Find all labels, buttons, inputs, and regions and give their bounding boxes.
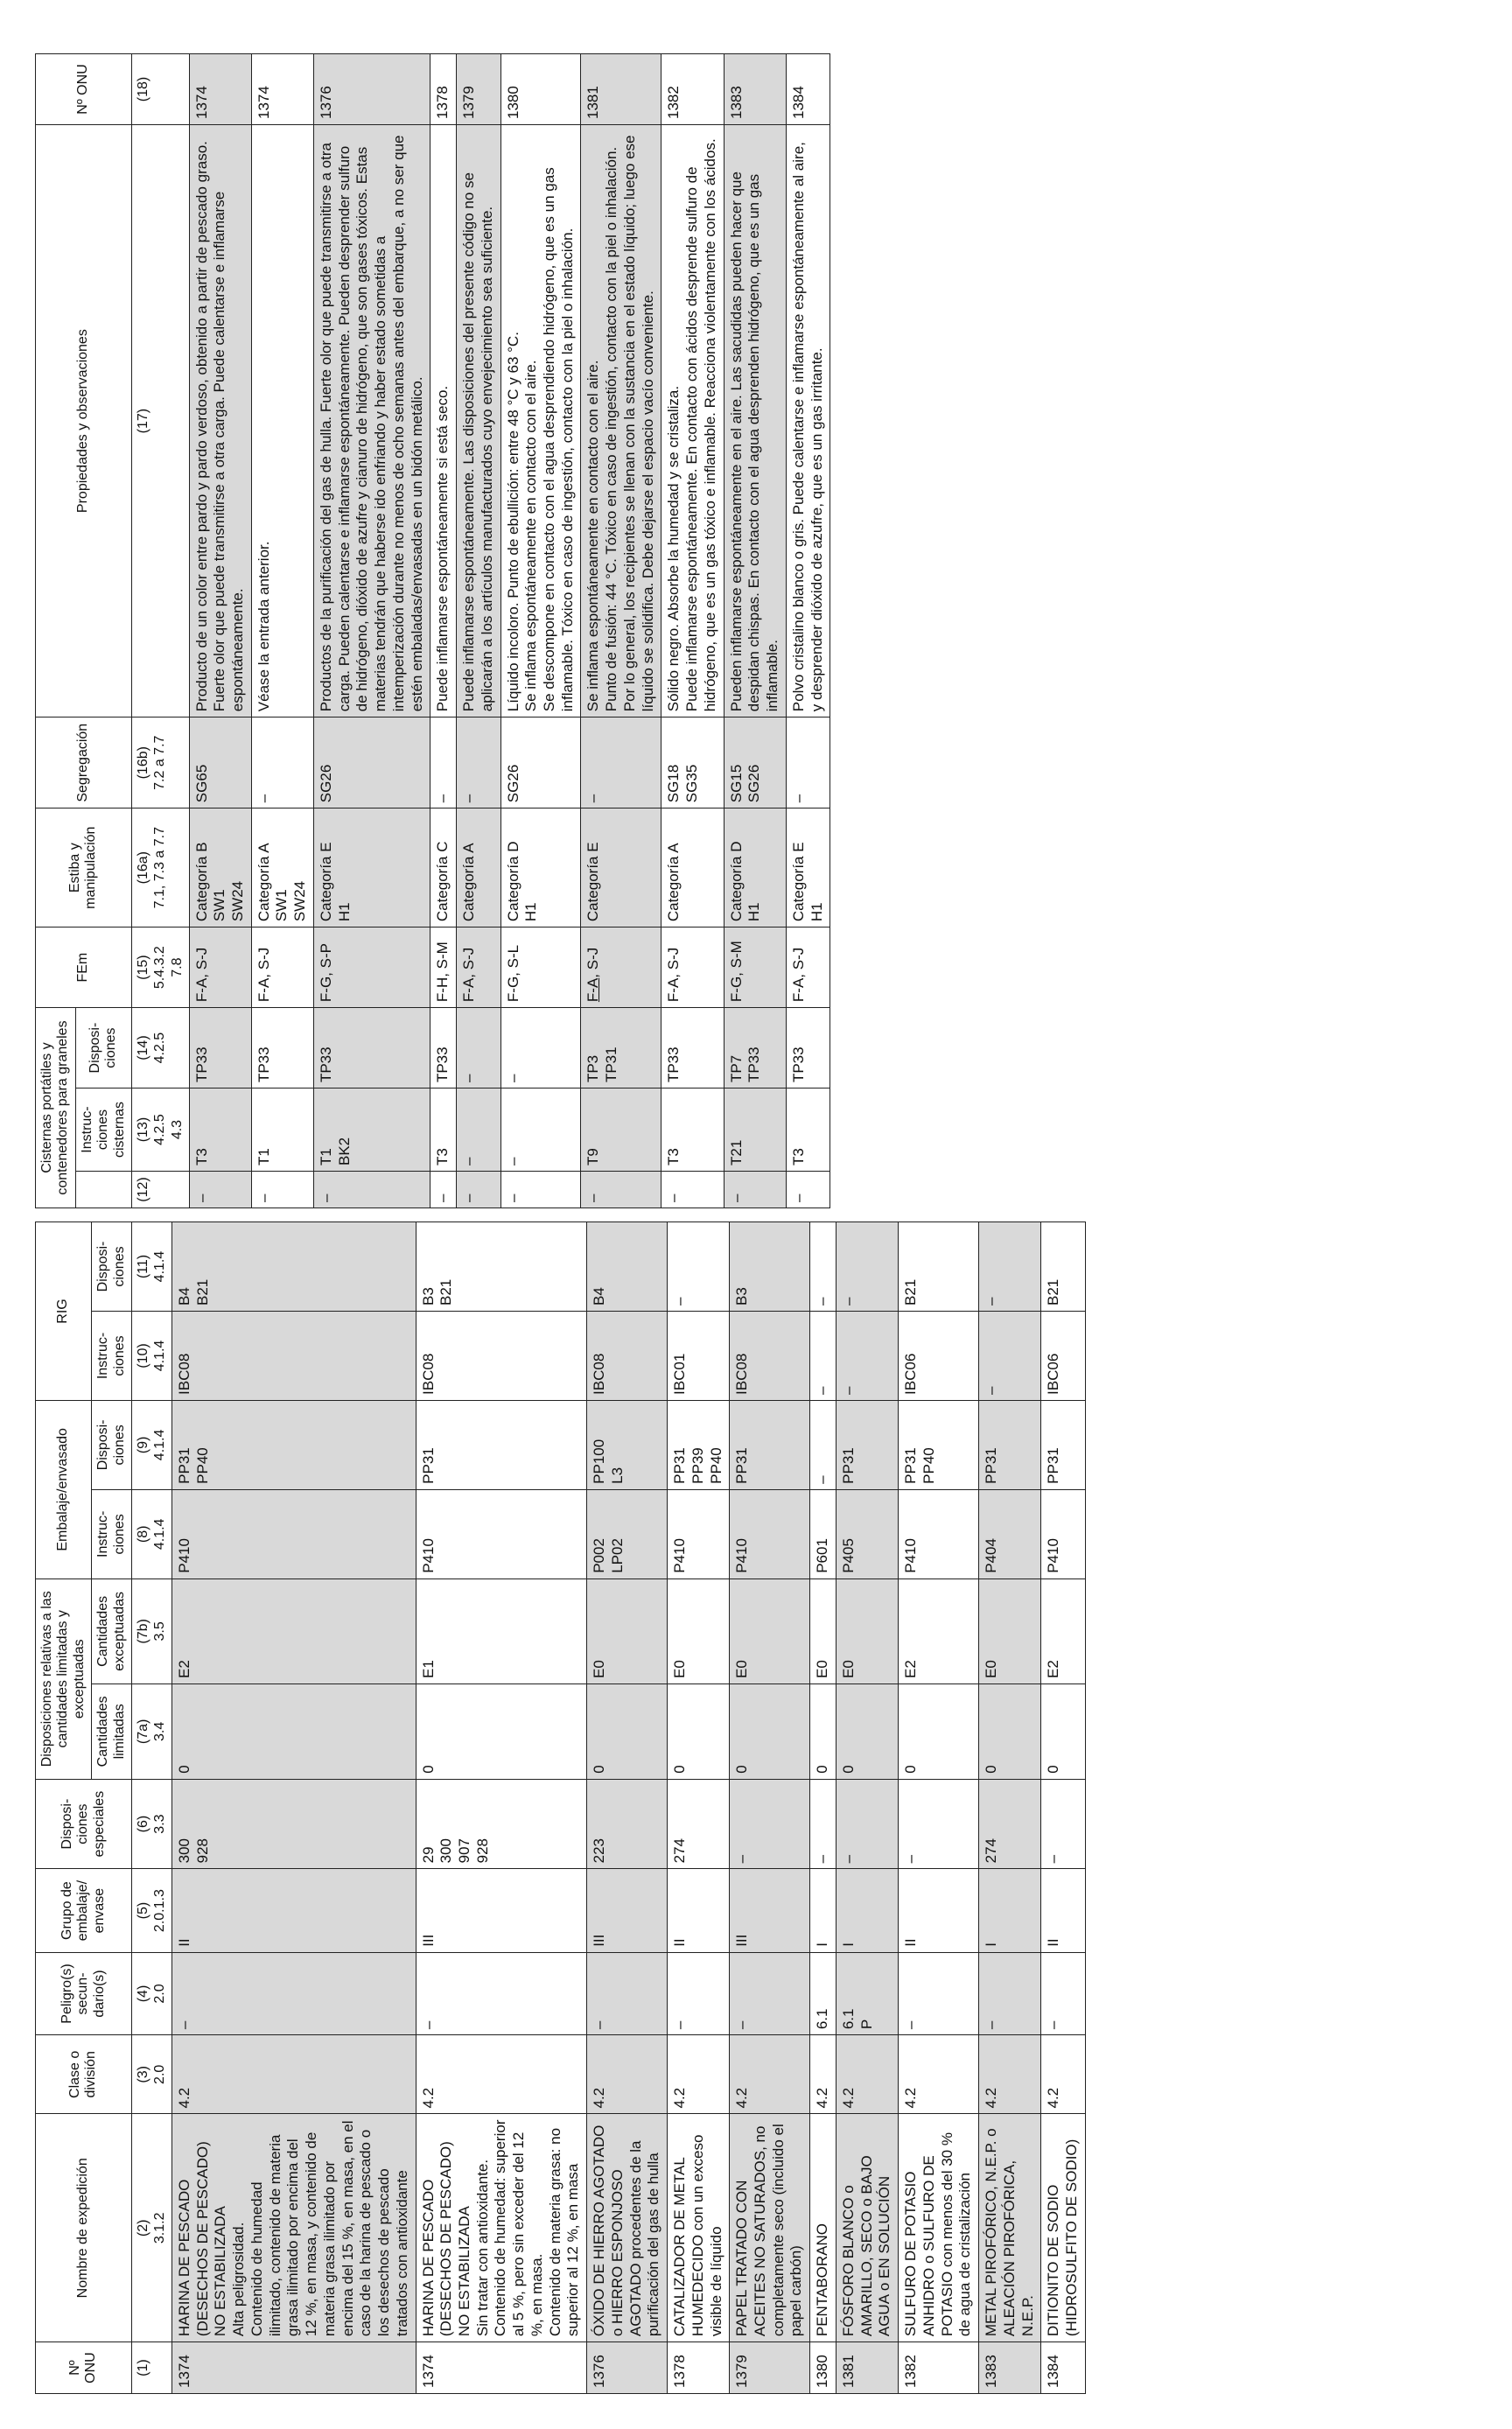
un-cell: 1374 [416,2342,587,2394]
ems-cell: F-G, S-M [724,928,786,1008]
stowage-cell: Categoría A [662,808,724,928]
ems-cell: F-H, S-M [430,928,457,1008]
column-number: (3) 2.0 [131,2035,172,2114]
properties-cell: Puede inflamarse espontáneamente si está seco. [430,125,457,718]
un-cell: 1380 [810,2342,836,2394]
ibc-prov-cell: B21 [899,1222,979,1312]
special-provisions-cell: – [730,1779,810,1869]
excepted-qty-cell: E0 [810,1578,836,1684]
properties-cell: Véase la entrada anterior. [251,125,313,718]
packing-prov-cell: PP100 L3 [587,1400,668,1489]
column-number: (14) 4.2.5 [131,1008,189,1088]
packing-prov-cell: PP31 PP39 PP40 [668,1400,730,1489]
limited-qty-cell: 0 [668,1684,730,1779]
packing-group-cell: II [899,1869,979,1952]
header-row-1 [36,54,76,1208]
un-cell: 1383 [724,54,786,125]
ibc-instr-cell: IBC08 [587,1312,668,1401]
tank-instr-cell: T3 [662,1088,724,1172]
stowage-cell: Categoría E H1 [313,808,430,928]
stowage-cell: Categoría A [457,808,500,928]
special-provisions-cell: 29 300 907 928 [416,1779,587,1869]
header-properties: Propiedades y observaciones [36,125,132,718]
excepted-qty-cell: E0 [979,1578,1041,1684]
limited-qty-cell: 0 [810,1684,836,1779]
column-number: (12) [131,1172,189,1208]
col12-cell: – [313,1172,430,1208]
name-cell: FÓSFORO BLANCO o AMARILLO, SECO o BAJO AGUA o EN SOLUCIÓN [836,2114,898,2342]
header-limited: Cantidades limitadas [92,1684,132,1779]
tank-prov-cell: TP7 TP33 [724,1008,786,1088]
name-cell: HARINA DE PESCADO (DESECHOS DE PESCADO) NO ESTABILIZADA Sin tratar con antioxidante. Contenido de humedad: superior al 5 %, pero sin exceder del 12 %, en masa. Contenido de materia grasa: no superior al 12 %, en masa [416,2114,587,2342]
properties-cell: Pueden inflamarse espontáneamente en el aire. Las sacudidas pueden hacer que despidan chispas. En contacto con el agua desprenden hidrógeno, que es un gas inflamable. [724,125,786,718]
class-cell: 4.2 [836,2035,898,2114]
packing-prov-cell: PP31 [836,1400,898,1489]
column-number: (11) 4.1.4 [131,1222,172,1312]
packing-instr-cell: P405 [836,1489,898,1578]
header-segregation: Segregación [36,718,132,808]
un-cell: 1384 [1041,2342,1085,2394]
tank-instr-cell: T9 [581,1088,662,1172]
table-row [979,1222,1041,2394]
un-cell: 1379 [730,2342,810,2394]
table-right [35,53,830,1208]
header-row-1 [36,1222,92,2394]
un-cell: 1382 [662,54,724,125]
header-ibc-prov: Disposi-ciones [92,1222,132,1312]
tank-instr-cell: T3 [189,1088,251,1172]
excepted-qty-cell: E2 [172,1578,416,1684]
header-pack-instr: Instruc-ciones [92,1489,132,1578]
un-cell: 1374 [189,54,251,125]
header-subsidiary: Peligro(s) secun-dario(s) [36,1952,132,2034]
class-cell: 4.2 [810,2035,836,2114]
header-ibc-instr: Instruc-ciones [92,1312,132,1401]
tank-prov-cell: TP3 TP31 [581,1008,662,1088]
special-provisions-cell: – [810,1779,836,1869]
ibc-prov-cell: B3 B21 [416,1222,587,1312]
ems-cell: F-A, S-J [251,928,313,1008]
table-row [313,54,430,1208]
class-cell: 4.2 [172,2035,416,2114]
table-row [662,54,724,1208]
name-cell: PAPEL TRATADO CON ACEITES NO SATURADOS, no completamente seco (incluido el papel carbón) [730,2114,810,2342]
class-cell: 4.2 [979,2035,1041,2114]
class-cell: 4.2 [668,2035,730,2114]
column-number: (9) 4.1.4 [131,1400,172,1489]
properties-cell: Productos de la purificación del gas de hulla. Fuerte olor que puede transmitirse a otra carga. Pueden calentarse e inflamarse espontáneamente. Pueden desprender sulfuro de hidrógeno, dióxido de azufre y cianuro de hidrógeno, que son gases tóxicos. Estas materias tendrán que haberse ido enfriando y haber estado sometidas a intemperización durante no menos de ocho semanas antes del embarque, a no ser que estén embaladas/envasadas en un bidón metálico. [313,125,430,718]
header-packing-group: Grupo de embalaje/ envase [36,1869,132,1952]
ems-fire-code: F-A [584,977,602,1003]
tank-instr-cell: T1 [251,1088,313,1172]
class-cell: 4.2 [730,2035,810,2114]
header-ibc-group: RIG [36,1222,92,1401]
class-cell: 4.2 [899,2035,979,2114]
col12-cell: – [500,1172,581,1208]
header-un: Nº ONU [36,2342,132,2394]
tank-prov-cell: TP33 [430,1008,457,1088]
column-number: (5) 2.0.1.3 [131,1869,172,1952]
column-number: (4) 2.0 [131,1952,172,2034]
limited-qty-cell: 0 [1041,1684,1085,1779]
col12-cell: – [189,1172,251,1208]
ibc-instr-cell: IBC08 [172,1312,416,1401]
ibc-prov-cell: – [979,1222,1041,1312]
excepted-qty-cell: E0 [730,1578,810,1684]
un-cell: 1376 [587,2342,668,2394]
tank-prov-cell: – [457,1008,500,1088]
properties-cell: Puede inflamarse espontáneamente. Las disposiciones del presente código no se aplicarán a los artículos manufacturados cuyo envejecimiento sea suficiente. [457,125,500,718]
packing-instr-cell: P410 [899,1489,979,1578]
packing-prov-cell: PP31 PP40 [899,1400,979,1489]
ibc-prov-cell: B21 [1041,1222,1085,1312]
special-provisions-cell: 300 928 [172,1779,416,1869]
column-number: (16a) 7.1, 7.3 a 7.7 [131,808,189,928]
un-cell: 1378 [430,54,457,125]
special-provisions-cell: 274 [668,1779,730,1869]
packing-prov-cell: PP31 [730,1400,810,1489]
table-row [724,54,786,1208]
packing-instr-cell: P410 [1041,1489,1085,1578]
un-cell: 1374 [251,54,313,125]
limited-qty-cell: 0 [172,1684,416,1779]
name-cell: METAL PIROFÓRICO, N.E.P. o ALEACIÓN PIROFÓRICA, N.E.P. [979,2114,1041,2342]
subsidiary-cell: – [899,1952,979,2034]
header-packaging-group: Embalaje/envasado [36,1400,92,1578]
tank-prov-cell: TP33 [189,1008,251,1088]
packing-group-cell: III [587,1869,668,1952]
name-cell: ÓXIDO DE HIERRO AGOTADO o HIERRO ESPONJOSO AGOTADO procedentes de la purificación del gas de hulla [587,2114,668,2342]
excepted-qty-cell: E2 [1041,1578,1085,1684]
header-limited-group: Disposiciones relativas a las cantidades limitadas y exceptuadas [36,1578,92,1779]
header-special-provisions: Disposi-ciones especiales [36,1779,132,1869]
segregation-cell: SG65 [189,718,251,808]
header-stowage: Estiba y manipulación [36,808,132,928]
subsidiary-cell: – [587,1952,668,2034]
name-cell: PENTABORANO [810,2114,836,2342]
tank-prov-cell: TP33 [662,1008,724,1088]
ems-cell: F-A, S-J [581,928,662,1008]
ibc-instr-cell: – [836,1312,898,1401]
ibc-instr-cell: – [979,1312,1041,1401]
table-row [810,1222,836,2394]
header-excepted: Cantidades exceptuadas [92,1578,132,1684]
segregation-cell: – [581,718,662,808]
excepted-qty-cell: E0 [587,1578,668,1684]
col12-cell: – [457,1172,500,1208]
un-cell: 1374 [172,2342,416,2394]
ems-cell: F-A, S-J [662,928,724,1008]
table-row [730,1222,810,2394]
column-number: (1) [131,2342,172,2394]
segregation-cell: SG26 [500,718,581,808]
excepted-qty-cell: E0 [668,1578,730,1684]
column-number: (10) 4.1.4 [131,1312,172,1401]
column-number: (15) 5.4.3.2 7.8 [131,928,189,1008]
table-left [35,1222,1086,2394]
segregation-cell: – [430,718,457,808]
ibc-prov-cell: – [668,1222,730,1312]
packing-instr-cell: P410 [416,1489,587,1578]
tank-instr-cell: T3 [430,1088,457,1172]
un-cell: 1382 [899,2342,979,2394]
excepted-qty-cell: E2 [899,1578,979,1684]
column-number-row [131,1222,172,2394]
special-provisions-cell: – [1041,1779,1085,1869]
header-tank-prov: Disposi-ciones [75,1008,131,1088]
stowage-cell: Categoría A SW1 SW24 [251,808,313,928]
col12-cell: – [724,1172,786,1208]
special-provisions-cell: 274 [979,1779,1041,1869]
packing-instr-cell: P410 [668,1489,730,1578]
tank-instr-cell: T21 [724,1088,786,1172]
stowage-cell: Categoría E [581,808,662,928]
table-row [500,54,581,1208]
packing-group-cell: II [1041,1869,1085,1952]
column-number: (2) 3.1.2 [131,2114,172,2342]
packing-group-cell: III [416,1869,587,1952]
table-row [836,1222,898,2394]
properties-cell: Producto de un color entre pardo y pardo verdoso, obtenido a partir de pescado graso. Fuerte olor que puede transmitirse a otra carga. Puede calentarse e inflamarse espontáneamente. [189,125,251,718]
table-row [251,54,313,1208]
segregation-cell: SG26 [313,718,430,808]
header-un-right: Nº ONU [36,54,132,125]
col12-cell: – [662,1172,724,1208]
class-cell: 4.2 [1041,2035,1085,2114]
table-row [172,1222,416,2394]
properties-cell: Sólido negro. Absorbe la humedad y se cristaliza. Puede inflamarse espontáneamente. En contacto con ácidos desprende sulfuro de hidrógeno, que es un gas tóxico e inflamable. Reacciona violentamente con los ácidos. [662,125,724,718]
limited-qty-cell: 0 [730,1684,810,1779]
ems-cell: F-G, S-P [313,928,430,1008]
header-tank-group: Cisternas portátiles y contenedores para graneles [36,1008,76,1208]
header-ems: FEm [36,928,132,1008]
stowage-cell: Categoría C [430,808,457,928]
table-row [899,1222,979,2394]
packing-group-cell: II [172,1869,416,1952]
ibc-instr-cell: IBC01 [668,1312,730,1401]
packing-group-cell: I [836,1869,898,1952]
column-number: (17) [131,125,189,718]
limited-qty-cell: 0 [899,1684,979,1779]
tank-instr-cell: T3 [786,1088,830,1172]
special-provisions-cell: – [899,1779,979,1869]
un-cell: 1378 [668,2342,730,2394]
packing-group-cell: III [730,1869,810,1952]
tank-instr-cell: T1 BK2 [313,1088,430,1172]
segregation-cell: – [457,718,500,808]
name-cell: CATALIZADOR DE METAL HUMEDECIDO con un exceso visible de líquido [668,2114,730,2342]
limited-qty-cell: 0 [587,1684,668,1779]
column-number: (8) 4.1.4 [131,1489,172,1578]
properties-cell: Líquido incoloro. Punto de ebullición: entre 48 °C y 63 °C. Se inflama espontáneamente en contacto con el aire. Se descompone en contacto con el agua desprendiendo hidrógeno, que es un gas inflamable. Tóxico en caso de ingestión, contacto con la piel o inhalación. [500,125,581,718]
segregation-cell: SG15 SG26 [724,718,786,808]
ibc-instr-cell: IBC08 [416,1312,587,1401]
packing-group-cell: I [810,1869,836,1952]
special-provisions-cell: 223 [587,1779,668,1869]
subsidiary-cell: 6.1 [810,1952,836,2034]
packing-prov-cell: PP31 [979,1400,1041,1489]
table-row [189,54,251,1208]
header-class: Clase o división [36,2035,132,2114]
subsidiary-cell: – [979,1952,1041,2034]
subsidiary-cell: – [416,1952,587,2034]
subsidiary-cell: – [1041,1952,1085,2034]
column-number: (18) [131,54,189,125]
subsidiary-cell: – [668,1952,730,2034]
subsidiary-cell: – [172,1952,416,2034]
tank-instr-cell: – [500,1088,581,1172]
column-number: (13) 4.2.5 4.3 [131,1088,189,1172]
column-number: (16b) 7.2 a 7.7 [131,718,189,808]
un-cell: 1383 [979,2342,1041,2394]
stowage-cell: Categoría D H1 [500,808,581,928]
col12-cell: – [581,1172,662,1208]
ems-cell: F-G, S-L [500,928,581,1008]
properties-cell: Polvo cristalino blanco o gris. Puede calentarse e inflamarse espontáneamente al aire, y desprender dióxido de azufre, que es un gas irritante. [786,125,830,718]
header-tank-instr: Instruc-ciones cisternas [75,1088,131,1172]
column-number: (7a) 3.4 [131,1684,172,1779]
ibc-prov-cell: – [810,1222,836,1312]
un-cell: 1380 [500,54,581,125]
stowage-cell: Categoría D H1 [724,808,786,928]
limited-qty-cell: 0 [979,1684,1041,1779]
ibc-prov-cell: B4 [587,1222,668,1312]
table-row [581,54,662,1208]
tank-instr-cell: – [457,1088,500,1172]
table-row [416,1222,587,2394]
name-cell: HARINA DE PESCADO (DESECHOS DE PESCADO) NO ESTABILIZADA Alta peligrosidad. Contenido de humedad ilimitado, contenido de materia grasa ilimitado por encima del 12 %, en masa, y contenido de materia grasa ilimitado por encima del 15 %, en masa, en el caso de la harina de pescado o los desechos de pescado tratados con antioxidante [172,2114,416,2342]
header-blank-12 [75,1172,131,1208]
header-pack-prov: Disposi-ciones [92,1400,132,1489]
column-number: (7b) 3.5 [131,1578,172,1684]
un-cell: 1376 [313,54,430,125]
tank-prov-cell: TP33 [251,1008,313,1088]
ems-cell: F-A, S-J [786,928,830,1008]
table-row [668,1222,730,2394]
tank-prov-cell: TP33 [786,1008,830,1088]
stowage-cell: Categoría B SW1 SW24 [189,808,251,928]
subsidiary-cell: – [730,1952,810,2034]
col12-cell: – [786,1172,830,1208]
table-row [430,54,457,1208]
name-cell: SULFURO DE POTASIO ANHIDRO o SULFURO DE POTASIO con menos del 30 % de agua de cristalización [899,2114,979,2342]
ibc-instr-cell: IBC06 [1041,1312,1085,1401]
ems-cell: F-A, S-J [189,928,251,1008]
name-cell: DITIONITO DE SODIO (HIDROSULFITO DE SODIO) [1041,2114,1085,2342]
table-row [587,1222,668,2394]
segregation-cell: – [251,718,313,808]
packing-instr-cell: P410 [730,1489,810,1578]
table-row [1041,1222,1085,2394]
tank-prov-cell: TP33 [313,1008,430,1088]
packing-prov-cell: PP31 [416,1400,587,1489]
ibc-prov-cell: B3 [730,1222,810,1312]
packing-prov-cell: – [810,1400,836,1489]
ibc-instr-cell: IBC06 [899,1312,979,1401]
table-row [786,54,830,1208]
ibc-instr-cell: IBC08 [730,1312,810,1401]
ibc-instr-cell: – [810,1312,836,1401]
packing-instr-cell: P410 [172,1489,416,1578]
subsidiary-cell: 6.1 P [836,1952,898,2034]
packing-prov-cell: PP31 PP40 [172,1400,416,1489]
properties-cell: Se inflama espontáneamente en contacto con el aire. Punto de fusión: 44 °C. Tóxico en caso de ingestión, contacto con la piel o inhalación. Por lo general, los recipientes se llenan con la sustancia en el estado líquido; luego ese líquido se solidifica. Debe dejarse el espacio vacío conveniente. [581,125,662,718]
packing-instr-cell: P404 [979,1489,1041,1578]
special-provisions-cell: – [836,1779,898,1869]
ems-cell: F-A, S-J [457,928,500,1008]
packing-instr-cell: P002 LP02 [587,1489,668,1578]
column-number-row [131,54,189,1208]
un-cell: 1384 [786,54,830,125]
excepted-qty-cell: E0 [836,1578,898,1684]
table-row [457,54,500,1208]
packing-instr-cell: P601 [810,1489,836,1578]
segregation-cell: SG18 SG35 [662,718,724,808]
class-cell: 4.2 [416,2035,587,2114]
excepted-qty-cell: E1 [416,1578,587,1684]
column-number: (6) 3.3 [131,1779,172,1869]
un-cell: 1379 [457,54,500,125]
packing-prov-cell: PP31 [1041,1400,1085,1489]
un-cell: 1381 [836,2342,898,2394]
class-cell: 4.2 [587,2035,668,2114]
ibc-prov-cell: B4 B21 [172,1222,416,1312]
col12-cell: – [251,1172,313,1208]
header-name: Nombre de expedición [36,2114,132,2342]
un-cell: 1381 [581,54,662,125]
limited-qty-cell: 0 [416,1684,587,1779]
col12-cell: – [430,1172,457,1208]
tank-prov-cell: – [500,1008,581,1088]
packing-group-cell: II [668,1869,730,1952]
ibc-prov-cell: – [836,1222,898,1312]
limited-qty-cell: 0 [836,1684,898,1779]
segregation-cell: – [786,718,830,808]
packing-group-cell: I [979,1869,1041,1952]
stowage-cell: Categoría E H1 [786,808,830,928]
